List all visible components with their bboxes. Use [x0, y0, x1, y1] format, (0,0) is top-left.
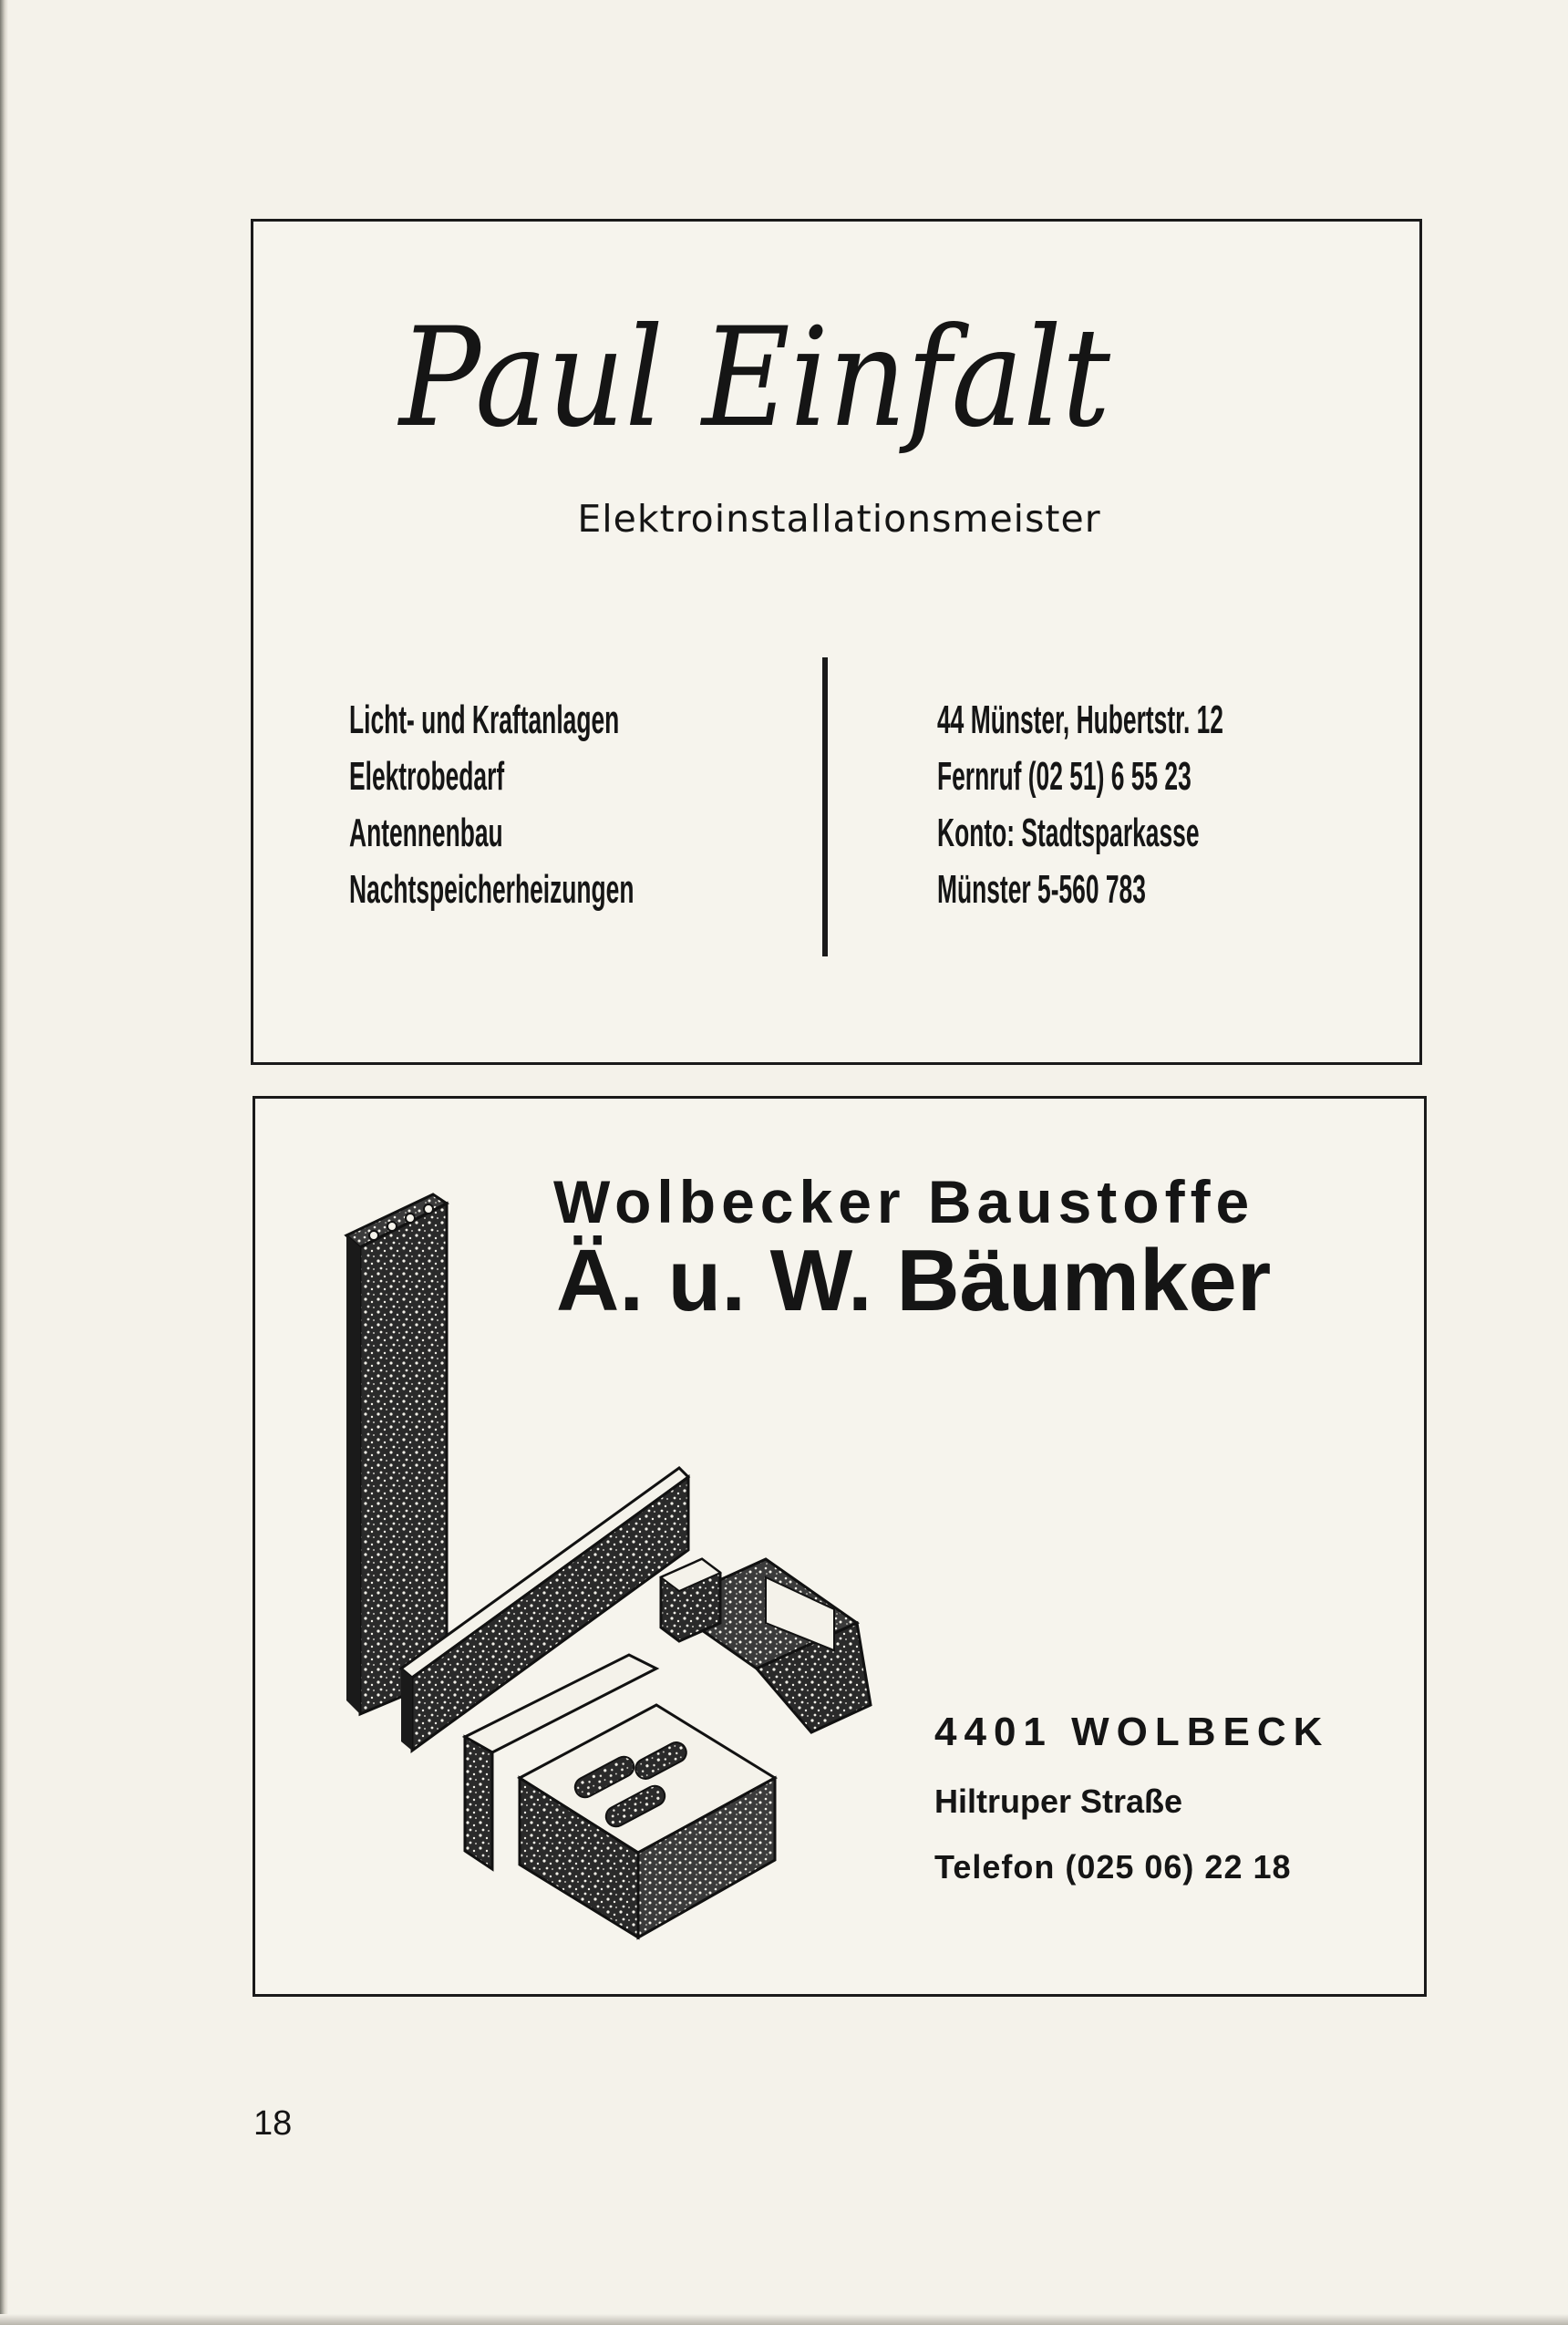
profession-subtitle: Elektroinstallationsmeister — [577, 497, 1101, 541]
contact-account: Münster 5-560 783 — [937, 867, 1146, 912]
ad-paul-einfalt — [251, 219, 1422, 1065]
column-block — [346, 1194, 447, 1714]
service-item: Elektrobedarf — [349, 754, 505, 799]
hollow-block — [520, 1705, 775, 1938]
company-title: Wolbecker Baustoffe — [553, 1168, 1255, 1235]
contact-bank: Konto: Stadtsparkasse — [937, 811, 1200, 855]
page-edge-bottom — [0, 2314, 1568, 2325]
paul-einfalt-script-logo — [390, 299, 1119, 458]
channel-block — [661, 1559, 871, 1732]
ad-wolbecker-baustoffe — [253, 1096, 1427, 1997]
contact-address: 44 Münster, Hubertstr. 12 — [937, 698, 1223, 742]
company-street: Hiltruper Straße — [934, 1782, 1183, 1820]
building-blocks-illustration — [337, 1194, 930, 1942]
contact-list — [937, 692, 1414, 918]
service-item: Antennenbau — [349, 811, 503, 855]
vertical-divider — [822, 657, 828, 956]
page-edge — [0, 0, 8, 2325]
company-city: 4401 WOLBECK — [934, 1710, 1330, 1754]
service-item: Nachtspeicherheizungen — [349, 867, 634, 912]
page-number: 18 — [253, 2104, 293, 2143]
services-list — [349, 692, 824, 918]
company-owner-name: Ä. u. W. Bäumker — [556, 1232, 1272, 1329]
paul-einfalt-name: Paul Einfalt — [397, 299, 1111, 458]
contact-phone: Fernruf (02 51) 6 55 23 — [937, 754, 1191, 799]
service-item: Licht- und Kraftanlagen — [349, 698, 620, 742]
company-phone: Telefon (025 06) 22 18 — [934, 1848, 1292, 1886]
